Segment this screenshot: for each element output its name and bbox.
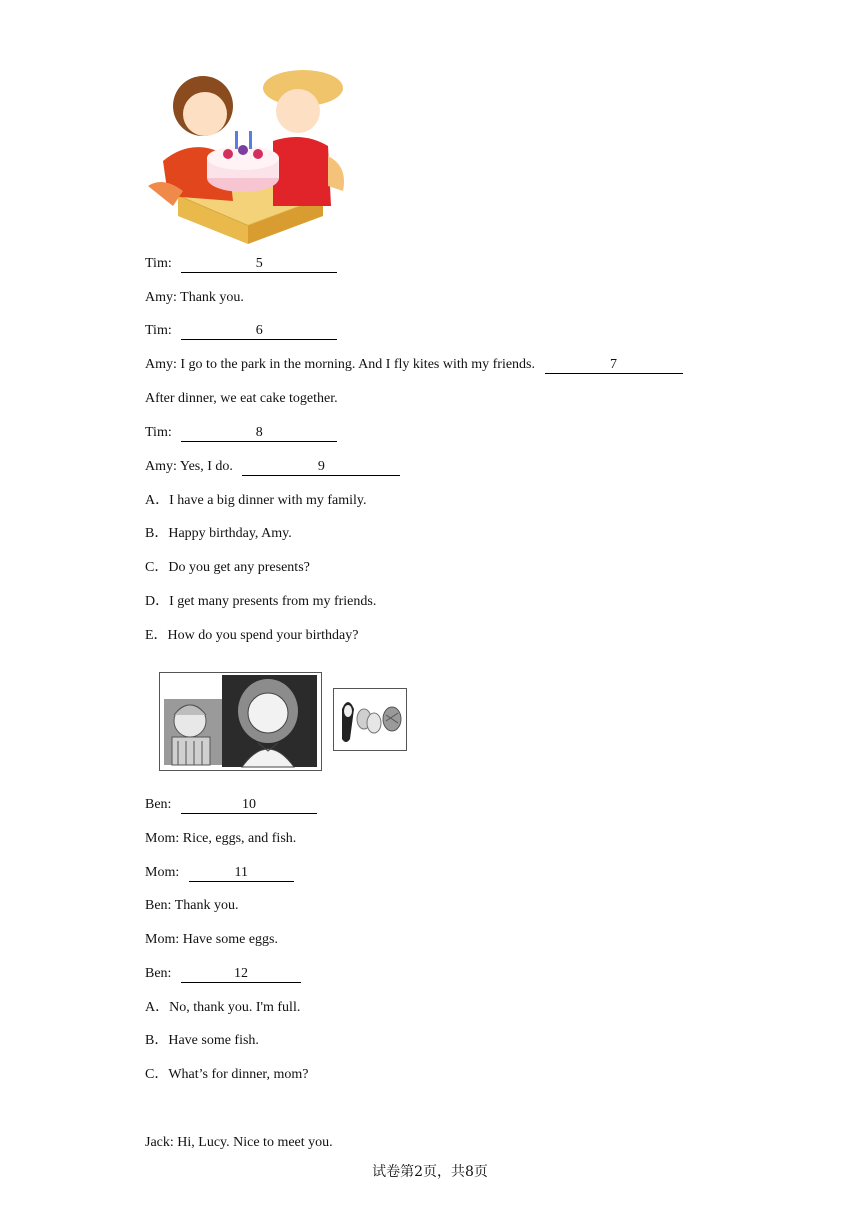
dialogue-line: Jack: Hi, Lucy. Nice to meet you. <box>145 1135 333 1150</box>
dialogue-text: After dinner, we eat cake together. <box>145 391 338 406</box>
page-footer: 试卷第2页，共8页 <box>372 1164 488 1180</box>
option-item: B．Have some fish. <box>145 1033 259 1048</box>
dialogue-text: Rice, eggs, and fish. <box>182 831 297 846</box>
speaker-label: Mom: <box>145 831 180 846</box>
speaker-label: Tim: <box>145 256 172 271</box>
speaker-label: Amy: <box>145 290 177 305</box>
boy-and-mom-illustration <box>159 672 322 771</box>
answer-blank[interactable]: 6 <box>181 323 337 340</box>
speaker-label: Ben: <box>145 966 172 981</box>
option-item: C．What’s for dinner, mom? <box>145 1067 309 1082</box>
dialogue-line <box>145 322 337 340</box>
dialogue-line <box>145 830 296 848</box>
option-item: C．Do you get any presents? <box>145 560 310 575</box>
answer-blank[interactable]: 11 <box>189 865 294 882</box>
dialogue-line <box>145 458 400 476</box>
speaker-label: Mom: <box>145 865 180 880</box>
answer-blank[interactable]: 8 <box>181 425 337 442</box>
answer-blank[interactable]: 9 <box>242 459 400 476</box>
dialogue-line <box>145 864 294 882</box>
answer-blank[interactable]: 10 <box>181 797 317 814</box>
dialogue-line <box>145 390 338 408</box>
option-item: D．I get many presents from my friends. <box>145 594 377 609</box>
speaker-label: Ben: <box>145 898 172 913</box>
option-item: A．I have a big dinner with my family. <box>145 493 367 508</box>
speaker-label: Amy: <box>145 357 177 372</box>
speaker-label: Amy: <box>145 459 177 474</box>
birthday-cake-illustration <box>143 66 365 246</box>
speaker-label: Ben: <box>145 797 172 812</box>
dialogue-line <box>145 289 244 307</box>
dialogue-line <box>145 897 238 915</box>
dialogue-line <box>145 356 683 374</box>
option-item: E．How do you spend your birthday? <box>145 628 359 643</box>
dialogue-text: Thank you. <box>180 290 244 305</box>
speaker-label: Mom: <box>145 932 180 947</box>
dialogue-text: Have some eggs. <box>182 932 278 947</box>
dialogue-line <box>145 965 301 983</box>
dialogue-text: Thank you. <box>174 898 239 913</box>
option-item: B．Happy birthday, Amy. <box>145 526 292 541</box>
dialogue-text: Yes, I do. <box>179 459 233 474</box>
dialogue-line <box>145 796 317 814</box>
dialogue-text: I go to the park in the morning. And I fly kites with my friends. <box>180 357 536 372</box>
dialogue-line <box>145 424 337 442</box>
dialogue-line <box>145 931 278 949</box>
answer-blank[interactable]: 5 <box>181 256 337 273</box>
answer-blank[interactable]: 12 <box>181 966 301 983</box>
speaker-label: Tim: <box>145 323 172 338</box>
speaker-label: Tim: <box>145 425 172 440</box>
dialogue-line <box>145 255 337 273</box>
option-item: A．No, thank you. I'm full. <box>145 1000 301 1015</box>
food-illustration <box>333 688 407 751</box>
answer-blank[interactable]: 7 <box>545 357 683 374</box>
